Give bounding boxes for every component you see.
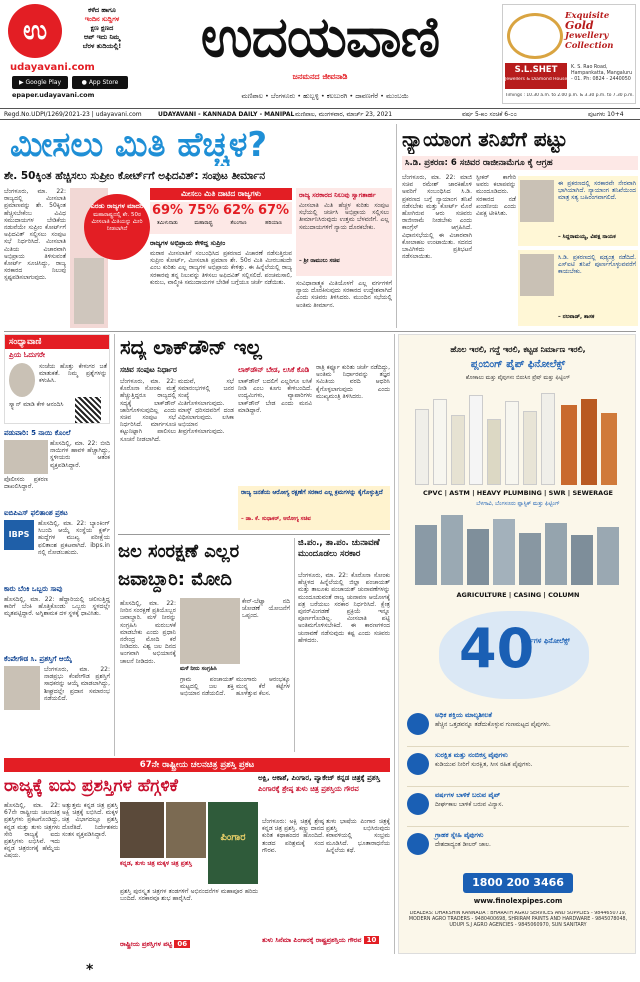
lockdown-quote-box bbox=[238, 486, 390, 530]
lockdown-text-col2: ಮದುವೆ, ಸಭೆ ಸಮಾರಂಭಗಳಲ್ಲಿ ಜನರ ಸಂಖ್ಯೆ ಮಿತಿಗೊಳಿಸಲಾಗುವುದು. ಮಾಸ್ಕ್ ಧರಿಸದವರಿಗೆ ದಂಡ ವಿಧಿಸಲಾಗುವುದು. ಲಸಿಕಾ ಅಭಿಯಾನ ತೀವ್ರಗೊಳಿಸಲಾಗುವುದು. bbox=[178, 378, 234, 436]
promo-line: ಇಂದಿನ ಸುದ್ದಿಗಳ bbox=[84, 15, 120, 23]
ad-line: Collection bbox=[565, 41, 614, 51]
date: ಮಣಿಪಾಲ, ಮಂಗಳವಾರ, ಮಾರ್ಚ್ 23, 2021 bbox=[295, 111, 393, 118]
pingara-poster bbox=[208, 802, 258, 884]
lockdown-sub1: ಸಚಿವ ಸಂಪುಟ ನಿರ್ಧಾರ bbox=[120, 365, 177, 374]
column-divider bbox=[394, 334, 395, 954]
lockdown-text-col4: ರಾತ್ರಿ ಕರ್ಫ್ಯೂ ಕುರಿತು ಚರ್ಚೆ ನಡೆದಿದ್ದು, ಅಂತಿಮ ನಿರ್ಧಾರವನ್ನು ತಜ್ಞರ ಸಮಿತಿಯ ವರದಿ ಆಧರಿಸಿ ಕೈಗೊಳ್ಳಲಾಗುವುದು ಎಂದು ಮುಖ್ಯಮಂತ್ರಿ ತಿಳಿಸಿದರು. bbox=[316, 364, 390, 400]
agri-pipes-image bbox=[415, 515, 621, 585]
ad-line: Jewellery bbox=[565, 31, 609, 41]
editions-line: ಮಣಿಪಾಲ • ಬೆಂಗಳೂರು • ಹುಬ್ಬಳ್ಳಿ • ಕಲಬುರಗಿ • ದಾವಣಗೆರೆ • ಮುಂಬಯಿ bbox=[241, 92, 409, 100]
water-text-col3: ಗ್ರಾಮ ಪಂಚಾಯತ್ ಮಟ್ಟದಲ್ಲಿ ಜಲ ಶಕ್ತಿ ಅಭಿಯಾನ ನಡೆಯಲಿದೆ. bbox=[180, 676, 234, 698]
pipe-icon bbox=[523, 411, 537, 485]
stats-box bbox=[150, 202, 292, 234]
pipe-icon bbox=[561, 405, 577, 485]
pipe-icon bbox=[441, 515, 463, 585]
modi-photo bbox=[180, 598, 240, 664]
feature-item bbox=[407, 747, 629, 787]
film-side-heads bbox=[258, 774, 390, 814]
app-store-badge[interactable]: ● App Store bbox=[72, 76, 128, 89]
sandhyavani-title: ಸಂಧ್ಯಾವಾಣಿ bbox=[5, 335, 109, 349]
brief-head: ಕಾರು ಬೆಂಕಿ ಒಬ್ಬರು ಸಾವು bbox=[4, 585, 63, 593]
footer-marker: * bbox=[86, 962, 94, 978]
pipe-icon bbox=[541, 393, 555, 485]
volume: ವರ್ಷ 5-೫೦ ಸಂಚಿಕೆ 6-೦೦ bbox=[462, 111, 517, 118]
pipe-icon bbox=[487, 419, 501, 485]
brief-item bbox=[4, 428, 110, 491]
feature-text: ದೇಶದಾದ್ಯಂತ ಡೀಲರ್ ಜಾಲ. bbox=[435, 841, 491, 848]
reg-number: Regd.No.UDPI/1269/2021-23 | udayavani.com bbox=[4, 111, 142, 118]
epaper-link[interactable]: epaper.udayavani.com bbox=[12, 91, 95, 99]
pipe-icon bbox=[571, 535, 593, 585]
feature-item bbox=[407, 787, 629, 827]
quote-head: ರಾಜ್ಯ ಸರಕಾರದ ನಿಲುವು ಸ್ವಾಗತಾರ್ಹ bbox=[299, 191, 376, 199]
finolex-tagline: ಹೊಲ ಇರಲಿ, ಗದ್ದೆ ಇರಲಿ, ಕಟ್ಟಡ ನಿರ್ಮಾಣ ಇರಲಿ, bbox=[450, 345, 586, 354]
lead-text-col1: ಬೆಂಗಳೂರು, ಮಾ. 22: ರಾಜ್ಯದಲ್ಲಿ ಮೀಸಲಾತಿ ಪ್ರಮಾಣವನ್ನು ಶೇ. 50ಕ್ಕಿಂತ ಹೆಚ್ಚಿಸಬೇಕೆಂಬ ವಿವಿಧ ಸಮುದಾಯಗಳ ಬೇಡಿಕೆಯ ನಡುವೆಯೇ ಸುಪ್ರೀಂ ಕೋರ್ಟ್‌ಗೆ ಅಫಿದವಿತ್ ಸಲ್ಲಿಸಲು ಸಂಪುಟ ಸಭೆ ನಿರ್ಧರಿಸಿದೆ. ಮೀಸಲಾತಿ ಮಿತಿಯ ವಿಚಾರವಾಗಿ ಅಭಿಪ್ರಾಯ ತಿಳಿಸುವಂತೆ ಕೋರ್ಟ್ ಸೂಚಿಸಿದ್ದು, ರಾಜ್ಯ ಸರಕಾರದ ನಿಲುವು ಸ್ಪಷ್ಟಪಡಿಸಲಾಗುವುದು. bbox=[4, 188, 66, 282]
movie-title: ಪಿಂಗಾರ bbox=[220, 832, 246, 843]
shield-icon bbox=[407, 713, 429, 735]
finolex-agri: AGRICULTURE | CASING | COLUMN bbox=[456, 591, 580, 599]
callout-circle bbox=[84, 194, 150, 260]
pipes-image bbox=[415, 389, 621, 485]
brief-text: ಹೊಸದಿಲ್ಲಿ, ಮಾ. 22: ಬ್ಯಾಂಕಿಂಗ್ ಸಿಬಂದಿ ಆಯ್ಕೆ ಸಂಸ್ಥೆಯ ಕ್ಲರ್ಕ್ ಹುದ್ದೆಗಳ ಮುಖ್ಯ ಪರೀಕ್ಷೆಯ ಫಲಿತಾಂಶ ಪ್ರಕಟವಾಗಿದೆ. ibps.in ನಲ್ಲಿ ನೋಡಬಹುದು. bbox=[38, 520, 110, 556]
quote-text: ಮೀಸಲಾತಿ ಮಿತಿ ಹೆಚ್ಚಳ ಕುರಿತು ಸಂಪುಟ ಸಭೆಯಲ್ಲಿ ಚರ್ಚಿಸಿ ಅಭಿಪ್ರಾಯ ಸಲ್ಲಿಸಲು ತೀರ್ಮಾನಿಸಿರುವುದು ಉತ್ತಮ ಬೆಳವಣಿಗೆ. ಎಲ್ಲ ಸಮುದಾಯಗಳಿಗೆ ನ್ಯಾಯ ದೊರಕಬೇಕು. bbox=[299, 202, 389, 231]
film-poster bbox=[166, 802, 206, 858]
ad-address: K. S. Rao Road, Hampankatta, Mangaluru - 01. Ph: 0824 - 2440050 bbox=[571, 65, 633, 82]
pipe-icon bbox=[505, 401, 519, 485]
pipe-icon bbox=[519, 533, 541, 585]
feature-title: ಸುರಕ್ಷಿತ ಮತ್ತು ನಂಬಿಕಸ್ತ ಪೈಪುಗಳು bbox=[435, 751, 508, 759]
lockdown-quote: ರಾಜ್ಯ ಜನತೆಯ ಆರೋಗ್ಯ ರಕ್ಷಣೆಗೆ ಸರಕಾರ ಎಲ್ಲ ಕ್ರಮಗಳನ್ನು ಕೈಗೊಳ್ಳುತ್ತಿದೆ bbox=[241, 489, 383, 496]
quote-panel-2 bbox=[518, 250, 638, 326]
promo-line: ಬೆರಳ ತುದಿಯಲ್ಲಿ! bbox=[82, 42, 122, 50]
pipe-icon bbox=[545, 523, 567, 585]
brief-head: ಐಬಿಪಿಎಸ್ ಫಲಿತಾಂಶ ಪ್ರಕಟ bbox=[4, 509, 68, 517]
film-poster bbox=[120, 802, 164, 858]
feature-title: ಗ್ರಾಹಕ ಸ್ನೇಹಿ ಪೈಪುಗಳು bbox=[435, 831, 484, 839]
brief-head: ಕೆಂಪೇಗೌಡ ಸಿ. ಪ್ರಶಸ್ತಿಗೆ ಆಯ್ಕೆ bbox=[4, 655, 72, 663]
pipe-icon bbox=[469, 395, 483, 485]
right-headline: ನ್ಯಾಯಾಂಗ ತನಿಖೆಗೆ ಪಟ್ಟು bbox=[402, 127, 568, 151]
pipe-icon bbox=[601, 413, 617, 485]
finolex-phone[interactable]: 1800 200 3466 bbox=[463, 873, 573, 893]
finolex-ad[interactable] bbox=[398, 334, 636, 954]
stat-item: 67% ಹರಿಯಾಣ bbox=[257, 203, 290, 226]
jewellery-ad[interactable] bbox=[502, 4, 636, 104]
finolex-spec2: ಬೆಳಗಾವಿ, ಬೆಂಗಳೂರು ಪ್ಲಾಸ್ಟಿಕ್ ಮತ್ತು ಫಿಟ್ಟಿಂಗ್ bbox=[476, 501, 560, 507]
brief-text: ಬೆಂಗಳೂರು, ಮಾ. 22: ನಾಡಪ್ರಭು ಕೆಂಪೇಗೌಡ ಪ್ರಶಸ್ತಿಗೆ ಸಾಧಕರನ್ನು ಆಯ್ಕೆ ಮಾಡಲಾಗಿದ್ದು, ಶೀಘ್ರದಲ್ಲೇ ಪ್ರದಾನ ಸಮಾರಂಭ ನಡೆಯಲಿದೆ. bbox=[44, 666, 110, 702]
brief-item bbox=[4, 584, 110, 618]
page-ref-badge: 10 bbox=[364, 936, 380, 944]
film-banner: 67ನೇ ರಾಷ್ಟ್ರೀಯ ಚಲನಚಿತ್ರ ಪ್ರಶಸ್ತಿ ಪ್ರಕಟ bbox=[4, 758, 390, 772]
quote-box bbox=[296, 188, 392, 276]
water-photo-caption: ಮಳೆ ನೀರು ಸಂಗ್ರಹಿಸಿ bbox=[180, 666, 217, 672]
pipe-icon bbox=[415, 409, 429, 485]
ad-sub: Jewellers & Diamond House bbox=[505, 77, 567, 82]
right-text-col1: ಬೆಂಗಳೂರು, ಮಾ. 22: ಮಾಜಿ ಸಚಿವ ರಮೇಶ್ ಜಾರಕಿಹೊಳಿ ಅವರಿಗೆ ಸಂಬಂಧಿಸಿದ ಸಿ.ಡಿ. ಪ್ರಕರಣದ ಬಗ್ಗೆ ನ್ಯಾಯಾಂಗ ತನಿಖೆ ನಡೆಸಬೇಕು ಮತ್ತು ಕೋರ್ಟ್ ಮೊರೆ ಹೋಗಿರುವ ಆರು ಸಚಿವರು ರಾಜೀನಾಮೆ ನೀಡಬೇಕು ಎಂದು ಕಾಂಗ್ರೆಸ್ ಆಗ್ರಹಿಸಿದೆ. ವಿಧಾನಸಭೆಯಲ್ಲಿ ಈ ವಿಚಾರವಾಗಿ ಕೋಲಾಹಲ ಉಂಟಾಯಿತು. ಸದನದ ಬಾವಿಗಿಳಿದು ಪ್ರತಿಭಟನೆ ನಡೆಸಲಾಯಿತು. bbox=[402, 174, 472, 261]
page-ref-badge: 06 bbox=[174, 940, 190, 948]
ad-line: Gold bbox=[565, 19, 594, 32]
film-text-col1: ಹೊಸದಿಲ್ಲಿ, ಮಾ. 22: 67ನೇ ರಾಷ್ಟ್ರೀಯ ಚಲನಚಿತ್ರ ಪ್ರಶಸ್ತಿಗಳು ಪ್ರಕಟಗೊಂಡಿದ್ದು, ಕನ್ನಡ ಮತ್ತು ತುಳು ಚಿತ್ರಗಳು ಸೇರಿ ರಾಜ್ಯಕ್ಕೆ ಐದು ಪ್ರಶಸ್ತಿಗಳು ಲಭಿಸಿವೆ. ಇದು ಕನ್ನಡ ಚಿತ್ರರಂಗಕ್ಕೆ ಹೆಮ್ಮೆಯ ವಿಷಯ. bbox=[4, 802, 60, 860]
callout-body: ಮಹಾರಾಷ್ಟ್ರದಲ್ಲಿ ಶೇ. 50ರ ಮೀಸಲಾತಿ ಮಿತಿಯನ್ನು ಮೀರಿ ನೀಡಲಾಗಿದೆ bbox=[91, 212, 143, 232]
brief-head: ಪಡುವಾರಿ: 5 ನಾಯಿ ಕೊಂಲೆ bbox=[4, 429, 71, 437]
check-icon bbox=[407, 753, 429, 775]
lead-subhead: ಶೇ. 50ಕ್ಕಿಂತ ಹೆಚ್ಚಿಸಲು ಸುಪ್ರೀಂ ಕೋರ್ಟ್‌ಗೆ ಅಫಿದವಿತ್: ಸಂಪುಟ ತೀರ್ಮಾನ bbox=[4, 170, 266, 182]
right-subhead: ಸಿ.ಡಿ. ಪ್ರಕರಣ: 6 ಸಚಿವರ ರಾಜೀನಾಮೆಗೂ ಕೈ ಆಗ್ರಹ bbox=[402, 156, 638, 170]
quote-byline: – ಸಿದ್ದರಾಮಯ್ಯ, ವಿಪಕ್ಷ ನಾಯಕ bbox=[558, 234, 616, 240]
lead-box-head: ರಾಜ್ಯಗಳ ಅಭಿಪ್ರಾಯ ಕೇಳಿದ್ದ ಸುಪ್ರೀಂ bbox=[150, 239, 226, 247]
finolex-web[interactable]: www.finolexpipes.com bbox=[473, 897, 563, 905]
feature-text: ಹೆಚ್ಚಿನ ಒತ್ತಡವನ್ನೂ ತಡೆದುಕೊಳ್ಳುವ ಗುಣಮಟ್ಟದ ಪೈಪುಗಳು. bbox=[435, 721, 551, 728]
lockdown-sub2: ಲಾಕ್‌ಡೌನ್ ಬೇಡ, ಲಸಿಕೆ ಕೊಡಿ bbox=[238, 366, 310, 374]
column-divider bbox=[396, 124, 397, 328]
publication: UDAYAVANI - KANNADA DAILY - MANIPAL bbox=[158, 111, 295, 118]
brief-item bbox=[4, 654, 110, 702]
stat-item: 62% ತೆಲಂಗಾಣ bbox=[222, 203, 255, 226]
feature-item bbox=[407, 827, 629, 867]
google-play-badge[interactable]: ▶ Google Play bbox=[12, 76, 68, 89]
feature-title: ವರ್ಷಗಳ ಬಾಳಿಕೆ ಬರುವ ಪೈಪ್ bbox=[435, 791, 501, 799]
sandhyavani-sub: ಪ್ರಿಯ ಓದುಗರೇ bbox=[9, 351, 45, 359]
people-icon bbox=[407, 833, 429, 855]
promo-line: ಕಳೆದ ಹಾಗೂ bbox=[88, 6, 116, 14]
lockdown-headline: ಸದ್ಯ ಲಾಕ್‌ಡೌನ್ ಇಲ್ಲ bbox=[120, 335, 262, 359]
pipe-icon bbox=[467, 529, 489, 585]
film-text-col5: ತುಳು ಭಾಷೆಯ ಪಿಂಗಾರ ಚಿತ್ರಕ್ಕೆ ಪ್ರಶಸ್ತಿ ಲಭಿಸಿರುವುದು ಕರಾವಳಿಯಲ್ಲಿ ಸಂಭ್ರಮ ಮೂಡಿಸಿದೆ. ಭೂತಾರಾಧನೆಯ ಹಿನ್ನೆಲೆಯ ಕಥೆ. bbox=[326, 818, 390, 854]
qr-code-icon[interactable] bbox=[75, 397, 101, 423]
finolex-spec: CPVC | ASTM | HEAVY PLUMBING | SWR | SEWERAGE bbox=[423, 489, 613, 497]
ad-timings: Timings : 10.30 a.m. to 2.00 p.m. & 3.30 p.m. to 7.30 p.m. bbox=[505, 93, 634, 98]
film-page-ref[interactable] bbox=[262, 936, 390, 952]
masthead-logo: ಉದಯವಾಣಿ bbox=[200, 5, 440, 70]
ad-line: Exquisite bbox=[565, 11, 610, 21]
lockdown-text-col1: ಬೆಂಗಳೂರು, ಮಾ. 22: ಕೊರೊನಾ ಸೋಂಕು ಮತ್ತೆ ಹೆಚ್ಚುತ್ತಿದ್ದರೂ ರಾಜ್ಯದಲ್ಲಿ ಸದ್ಯಕ್ಕೆ ಲಾಕ್‌ಡೌನ್ ಜಾರಿಗೊಳಿಸುವುದಿಲ್ಲ ಎಂದು ಸಚಿವ ಸಂಪುಟ ಸಭೆ ನಿರ್ಧರಿಸಿದೆ. ಮಾರ್ಗಸೂಚಿ ಕಟ್ಟುನಿಟ್ಟಾಗಿ ಪಾಲಿಸಲು ಸೂಚನೆ ನೀಡಲಾಗಿದೆ. bbox=[120, 378, 176, 443]
years-number: 40 bbox=[459, 617, 535, 680]
column-divider bbox=[114, 334, 115, 756]
siddaramaiah-photo bbox=[520, 180, 554, 222]
brief-item bbox=[4, 508, 110, 556]
feature-text: ಕುಡಿಯುವ ನೀರಿಗೆ ಸುರಕ್ಷಿತ, ಸೀಸ ರಹಿತ ಪೈಪುಗಳು. bbox=[435, 761, 533, 768]
film-text-col3: ಪ್ರಶಸ್ತಿ ಪುರಸ್ಕೃತ ಚಿತ್ರಗಳ ತಂಡಗಳಿಗೆ ಅಭಿನಂದನೆಗಳ ಮಹಾಪೂರ ಹರಿದು ಬಂದಿದೆ. ಸರಕಾರವೂ ಶುಭ ಹಾರೈಸಿದೆ. bbox=[120, 888, 258, 903]
feature-title: ಅಧಿಕ ಶಕ್ತಿಯ ಮಾಲ್ಯಶೀಲತೆ bbox=[435, 711, 492, 719]
pipe-icon bbox=[493, 519, 515, 585]
necklace-icon bbox=[507, 13, 563, 59]
supreme-court-building-icon bbox=[74, 258, 104, 324]
udayavani-app-logo: ಉ bbox=[8, 4, 62, 58]
brief-photo bbox=[4, 666, 40, 710]
film-side-head: ಅಕ್ಷಿ, ಆಕಾಶೆ, ಪಿಂಗಾರ, ಪ್ಯಾಕೇಜ್ ಕನ್ನಡ ಚಿತ್ರಕ್ಕೆ ಪ್ರಶಸ್ತಿ bbox=[258, 774, 381, 782]
lockdown-quote-by: – ಡಾ. ಕೆ. ಸುಧಾಕರ್, ಆರೋಗ್ಯ ಸಚಿವ bbox=[241, 516, 311, 522]
page-ref-text: ತುಳು ಸಿನೆಮಾ ಪಿಂಗಾರಕ್ಕೆ ರಾಷ್ಟ್ರಪ್ರಶಸ್ತಿಯ ಗೌರವ bbox=[262, 936, 362, 944]
promo-line: ಆಪ್ ಇದು ನಿಮ್ಮ bbox=[83, 33, 121, 41]
pipe-icon bbox=[597, 527, 619, 585]
site-link[interactable]: udayavani.com bbox=[10, 62, 95, 73]
finolex-features bbox=[407, 707, 629, 867]
masthead-tagline: ಜನಮನದ ಜೀವನಾಡಿ bbox=[292, 72, 348, 81]
nalapad-photo bbox=[520, 254, 554, 296]
quote-panel-text: ಈ ಪ್ರಕರಣದಲ್ಲಿ ಸರಕಾರವೇ ನೇರವಾಗಿ ಭಾಗಿಯಾಗಿದೆ. ನ್ಯಾಯಾಂಗ ತನಿಖೆಯಿಂದ ಮಾತ್ರ ಸತ್ಯ ಬಹಿರಂಗವಾಗಲಿದೆ. bbox=[558, 180, 636, 202]
ibps-logo-icon: IBPS bbox=[4, 520, 34, 550]
quote-by: – ಶ್ರೀ ರಾಮುಲು ಸಚಿವ bbox=[299, 258, 340, 264]
brief-text: ಹೊಸದಿಲ್ಲಿ, ಮಾ. 22: ಬೀದಿ ನಾಯಿಗಳ ಹಾವಳಿ ಹೆಚ್ಚಾಗಿದ್ದು, ಸ್ಥಳೀಯರು ಆತಂಕ ವ್ಯಕ್ತಪಡಿಸಿದ್ದಾರೆ. bbox=[50, 440, 110, 469]
finolex-title: ಪ್ಲಂಬಿಂಗ್ ಪೈಪ್ ಫಿನೋಲೆಕ್ಸ್ bbox=[470, 359, 566, 370]
stat-item: 75% ಮಹಾರಾಷ್ಟ್ರ bbox=[187, 203, 220, 226]
promo-line: ಕ್ಷಣ ಕ್ಷಣದ bbox=[90, 24, 114, 32]
app-promo bbox=[8, 4, 138, 99]
sandhyavani-text: ಸಂಜೆಯ ಹೊತ್ತು ಕೇಳುಗರ ಜತೆ ಮಾತುಕತೆ. ನಿಮ್ಮ ಪ್ರಶ್ನೆಗಳನ್ನು ಕಳುಹಿಸಿ. bbox=[39, 363, 107, 385]
play-icon: ▶ bbox=[18, 79, 26, 86]
quote-panel-text: ಸಿ.ಡಿ. ಪ್ರಕರಣದಲ್ಲಿ ಷಡ್ಯಂತ್ರ ನಡೆದಿದೆ. ಎಸ್‌ಐಟಿ ತನಿಖೆ ಪೂರ್ಣಗೊಳ್ಳುವವರೆಗೆ ಕಾಯಬೇಕು. bbox=[558, 254, 636, 276]
lead-text-col2: ಮರಾಠ ಮೀಸಲಾತಿಗೆ ಸಂಬಂಧಿಸಿದ ಪ್ರಕರಣದ ವಿಚಾರಣೆ ನಡೆಸುತ್ತಿರುವ ಸುಪ್ರೀಂ ಕೋರ್ಟ್, ಮೀಸಲಾತಿ ಪ್ರಮಾಣ ಶೇ. 50ರ ಮಿತಿ ಮೀರಬಹುದೇ ಎಂಬ ಕುರಿತು ಎಲ್ಲ ರಾಜ್ಯಗಳ ಅಭಿಪ್ರಾಯ ಕೇಳಿತ್ತು. ಈ ಹಿನ್ನೆಲೆಯಲ್ಲಿ ರಾಜ್ಯ ಸರಕಾರವು ತನ್ನ ನಿಲುವನ್ನು ತಿಳಿಸಲು ಅಫಿದವಿತ್ ಸಲ್ಲಿಸಲಿದೆ. ಪಂಚಮಸಾಲಿ, ಕುರುಬ, ವಾಲ್ಮೀಕಿ ಸಮುದಾಯಗಳ ಬೇಡಿಕೆ ಬಗ್ಗೆಯೂ ಚರ್ಚೆ ನಡೆಯಿತು. bbox=[150, 250, 292, 286]
water-headline: ಜಲ ಸಂರಕ್ಷಣೆ ಎಲ್ಲರ ಜವಾಬ್ದಾರಿ: ಮೋದಿ bbox=[118, 541, 240, 590]
lead-headline: ಮೀಸಲು ಮಿತಿ ಹೆಚ್ಚಳ? bbox=[10, 125, 268, 165]
years-sub: ವರ್ಷಗಳ ಫಿನೋಲೆಕ್ಸ್ bbox=[521, 637, 570, 645]
section-divider bbox=[4, 331, 636, 332]
pipe-icon bbox=[581, 399, 597, 485]
gp-text: ಬೆಂಗಳೂರು, ಮಾ. 22: ಕೊರೊನಾ ಸೋಂಕು ಹೆಚ್ಚಳದ ಹಿನ್ನೆಲೆಯಲ್ಲಿ ಜಿಲ್ಲಾ ಪಂಚಾಯತ್ ಮತ್ತು ತಾಲೂಕು ಪಂಚಾಯತ್ ಚುನಾವಣೆಗಳನ್ನು ಮುಂದೂಡುವಂತೆ ರಾಜ್ಯ ಚುನಾವಣ ಆಯೋಗಕ್ಕೆ ಪತ್ರ ಬರೆಯಲು ಸರಕಾರ ನಿರ್ಧರಿಸಿದೆ. ಕ್ಷೇತ್ರ ಪುನರ್‌ವಿಂಗಡಣೆ ಪ್ರಕ್ರಿಯೆ ಇನ್ನೂ ಪೂರ್ಣಗೊಂಡಿಲ್ಲ. ಮೀಸಲಾತಿ ಪಟ್ಟಿ ಅಂತಿಮಗೊಳಿಸಬೇಕಿದೆ. ಈ ಕಾರಣಗಳಿಂದ ಚುನಾವಣೆ ನಡೆಸುವುದು ಕಷ್ಟ ಎಂದು ಸಚಿವರು ಹೇಳಿದರು. bbox=[298, 572, 390, 644]
film-side-head: ಪಿಂಗಾರಕ್ಕೆ ಶ್ರೇಷ್ಠ ತುಳು ಚಿತ್ರ ಪ್ರಶಸ್ತಿಯ ಗೌರವ bbox=[258, 785, 359, 793]
quote-panel-1 bbox=[518, 176, 638, 246]
feature-text: ದೀರ್ಘಕಾಲ ಬಾಳಿಕೆ ಬರುವ ವಿನ್ಯಾಸ. bbox=[435, 801, 504, 808]
brief-text: ಹೊಸದಿಲ್ಲಿ, ಮಾ. 22: ಹೆದ್ದಾರಿಯಲ್ಲಿ ಚಲಿಸುತ್ತಿದ್ದ ಕಾರಿಗೆ ಬೆಂಕಿ ಹೊತ್ತಿಕೊಂಡು ಒಬ್ಬರು ಸ್ಥಳದಲ್ಲೇ ಮೃತಪಟ್ಟಿದ್ದಾರೆ. ಅಗ್ನಿಶಾಮಕ ದಳ ಸ್ಥಳಕ್ಕೆ ಧಾವಿಸಿತು. bbox=[4, 596, 110, 618]
right-text-col2: ಸ್ಪೀಕರ್ ಕಾಗೇರಿ ಅವರು ಕಲಾಪವನ್ನು ಮುಂದೂಡಿದರು. ಸರಕಾರದ ನಡೆ ಖಂಡನೀಯ ಎಂದು ವಿಪಕ್ಷ ಟೀಕಿಸಿತು. bbox=[476, 174, 516, 218]
clock-icon bbox=[407, 793, 429, 815]
ad-brand: S.L.SHET bbox=[514, 65, 558, 75]
film-text-col2: ಅತ್ಯುತ್ತಮ ಕನ್ನಡ ಚಿತ್ರ ಪ್ರಶಸ್ತಿ ಅಕ್ಷಿ ಚಿತ್ರಕ್ಕೆ ಲಭಿಸಿದೆ. ಮಕ್ಕಳ ಚಿತ್ರ ವಿಭಾಗದಲ್ಲೂ ಪ್ರಶಸ್ತಿ ದೊರೆತಿದೆ. ನಿರ್ದೇಶಕರು ಸಂತಸ ವ್ಯಕ್ತಪಡಿಸಿದ್ದಾರೆ. bbox=[62, 802, 118, 838]
brief-text: ಪೊಲೀಸರು ಪ್ರಕರಣ ದಾಖಲಿಸಿದ್ದಾರೆ. bbox=[4, 476, 48, 491]
pipe-icon bbox=[415, 525, 437, 585]
film-page-ref[interactable] bbox=[120, 936, 258, 952]
film-text-col4: ಬೆಂಗಳೂರು: ಅಕ್ಷಿ ಚಿತ್ರಕ್ಕೆ ಶ್ರೇಷ್ಠ ಕನ್ನಡ ಚಿತ್ರ ಪ್ರಶಸ್ತಿ. ಕಣ್ಣು ದಾನದ ಕುರಿತ ಕಥಾಹಂದರ ಹೊಂದಿದೆ. ತಂಡದ ಪರಿಶ್ರಮಕ್ಕೆ ಸಂದ ಗೌರವ. bbox=[262, 818, 324, 854]
gp-headline: ಜಿ.ಪಂ., ತಾ.ಪಂ. ಚುನಾವಣೆ ಮುಂದೂಡಲು ಸರಕಾರ bbox=[298, 538, 380, 559]
quote-byline: – ನಲಪಾಡ್, ಶಾಸಕ bbox=[558, 314, 595, 320]
film-headline: ರಾಜ್ಯಕ್ಕೆ ಐದು ಪ್ರಶಸ್ತಿಗಳ ಹೆಗ್ಗಳಿಕೆ bbox=[4, 776, 178, 796]
film-poster-caption: ಕನ್ನಡ, ತುಳು ಚಿತ್ರ ಮಕ್ಕಳ ಚಿತ್ರ ಪ್ರಶಸ್ತಿ bbox=[120, 860, 192, 867]
finolex-dealers: DEALERS: DHAKSHIN KANNADA : BHARATH AGRO SERVICES AND SUPPLIES - 9844650719, MODERN AGRO TRADERS - 9480400698, SHRIRAM PAINTS AND HARDWARE - 9845078048, UDUPI S.J AGRO AGENCIES - 9845060970, SUN SANITARY bbox=[408, 911, 628, 929]
stats-title: ಮೀಸಲು ಮಿತಿ ದಾಟಿದ ರಾಜ್ಯಗಳು bbox=[150, 188, 292, 200]
sandhyavani-text: ಸ್ಕ್ಯಾನ್ ಮಾಡಿ ಕೇಳಿ ಆನಂದಿಸಿ bbox=[9, 401, 64, 408]
stat-item: 69% ತಮಿಳುನಾಡು bbox=[151, 203, 184, 226]
water-text-col1: ಹೊಸದಿಲ್ಲಿ, ಮಾ. 22: ನೀರಿನ ಸಂರಕ್ಷಣೆ ಪ್ರತಿಯೊಬ್ಬರ ಜವಾಬ್ದಾರಿ. ಮಳೆ ನೀರನ್ನು ಸಂಗ್ರಹಿಸಿ ಮರುಬಳಕೆ ಮಾಡಬೇಕು ಎಂದು ಪ್ರಧಾನಿ ನರೇಂದ್ರ ಮೋದಿ ಕರೆ ನೀಡಿದರು. ವಿಶ್ವ ಜಲ ದಿನದ ಅಂಗವಾಗಿ ಅಭಿಯಾನಕ್ಕೆ ಚಾಲನೆ ನೀಡಿದರು. bbox=[120, 600, 176, 665]
pipe-icon bbox=[451, 415, 465, 485]
section-divider bbox=[118, 534, 390, 535]
anniversary-emblem bbox=[439, 611, 589, 699]
page-ref-text: ರಾಷ್ಟ್ರೀಯ ಪ್ರಶಸ್ತಿಗಳ ಪಟ್ಟಿ bbox=[120, 940, 173, 948]
columnist-photo bbox=[9, 363, 35, 397]
water-text-col2: ಕೇನ್‌-ಬೆಟ್ವಾ ನದಿ ಜೋಡಣೆ ಯೋಜನೆಗೆ ಒಪ್ಪಂದ. bbox=[242, 598, 290, 620]
lead-text-col3: ಸಂವಿಧಾನಾತ್ಮಕ ಮಿತಿಯೊಳಗೆ ಎಲ್ಲ ವರ್ಗಗಳಿಗೆ ನ್ಯಾಯ ದೊರಕಿಸುವುದು ಸರಕಾರದ ಉದ್ದೇಶವಾಗಿದೆ ಎಂದು ಸಚಿವರು ತಿಳಿಸಿದರು. ಮುಂದಿನ ಸಭೆಯಲ್ಲಿ ಅಂತಿಮ ತೀರ್ಮಾನ. bbox=[296, 280, 392, 309]
feature-item bbox=[407, 707, 629, 747]
finolex-sub: ಶೋಕಾಲು ಮತ್ತು ಪೈಪುಗಳು ಬಿರುಸಿನ ಪ್ರೆಷ್ ಮತ್ತು ಫಿಟ್ಟಿಂಗ್ bbox=[465, 375, 571, 381]
lockdown-text-col3: ಲಾಕ್‌ಡೌನ್ ಬದಲಿಗೆ ಎಲ್ಲರಿಗೂ ಲಸಿಕೆ ನೀಡಿ ಎಂಬ ಕೂಗು ಕೇಳಿಬಂದಿದೆ. ಉದ್ಯಮಿಗಳು, ವ್ಯಾಪಾರಿಗಳು ಲಾಕ್‌ಡೌನ್ ಬೇಡ ಎಂದು ಮನವಿ ಮಾಡಿದ್ದಾರೆ. bbox=[238, 378, 312, 414]
pipe-icon bbox=[433, 399, 447, 485]
page-count: ಪುಟಗಳು 10+4 bbox=[588, 111, 624, 118]
apple-icon: ● bbox=[81, 79, 89, 86]
sandhyavani-box bbox=[4, 334, 110, 424]
column-divider bbox=[294, 538, 295, 752]
brief-photo bbox=[4, 440, 48, 474]
water-text-col4: ಮುಂಗಾರು ಆರಂಭಕ್ಕೂ ಮುನ್ನ ಕೆರೆ ಕಟ್ಟೆಗಳ ಹೂಳೆತ್ತುವ ಕೆಲಸ. bbox=[236, 676, 290, 698]
callout-title: ಎರಡು ರಾಜ್ಯಗಳ ಮಾದರಿ bbox=[90, 202, 144, 210]
dateline bbox=[0, 108, 640, 120]
